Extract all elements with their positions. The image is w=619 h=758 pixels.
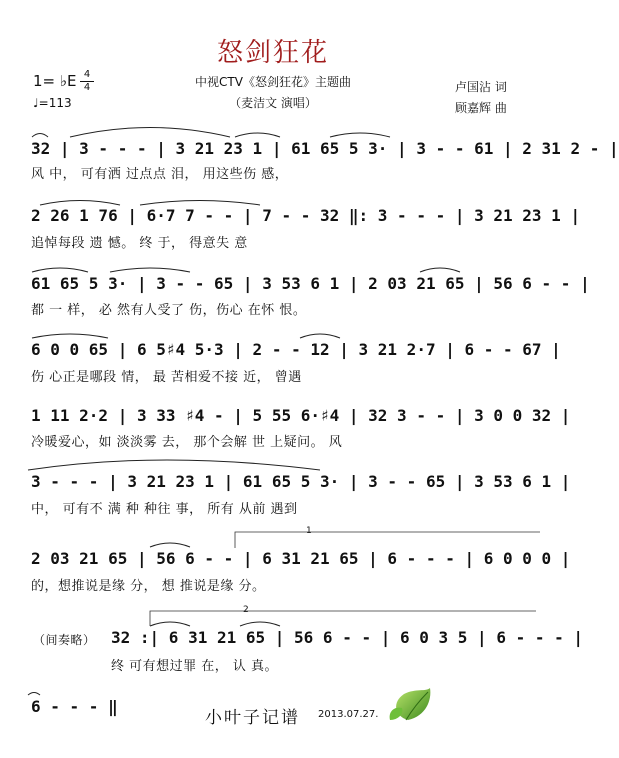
score-line-3-lyrics: 都 一 样， 必 然有人受了 伤，伤心 在怀 恨。	[31, 303, 307, 318]
key-signature: 1= ♭E	[33, 72, 77, 90]
signature-date: 2013.07.27.	[318, 709, 379, 720]
score-line-7-notes: 2 03 21 65 | 56 6 - - | 6 31 21 65 | 6 - - - | 6 0 0 0 |	[31, 549, 571, 568]
score-line-2-notes: 2 26 1 76 | 6·7 7 - - | 7 - - 32 ‖: 3 - - - | 3 21 23 1 |	[31, 206, 581, 225]
score-line-8-notes: 32 :| 6 31 21 65 | 56 6 - - | 6 0 3 5 | 6 - - - |	[111, 628, 584, 647]
score-line-3-notes: 61 65 5 3· | 3 - - 65 | 3 53 6 1 | 2 03 21 65 | 56 6 - - |	[31, 274, 590, 293]
score-line-5-lyrics: 冷暖爱心，如 淡淡雾 去， 那个会解 世 上疑问。 风	[31, 435, 343, 450]
leaf-icon	[386, 686, 436, 724]
composer: 顾嘉辉 曲	[455, 101, 507, 115]
score-line-4-lyrics: 伤 心正是哪段 情， 最 苦相爱不接 近， 曾遇	[31, 370, 302, 385]
score-line-8-lyrics: 终 可有想过罪 在， 认 真。	[111, 659, 279, 674]
tempo-marking: ♩=113	[33, 96, 72, 110]
page-title: 怒剑狂花	[216, 38, 329, 68]
time-signature-top: 4	[83, 69, 91, 80]
score-line-6-lyrics: 中， 可有不 满 种 种往 事， 所有 从前 遇到	[31, 502, 298, 517]
time-signature-bottom: 4	[83, 82, 91, 93]
lyricist: 卢国沾 词	[455, 80, 507, 94]
score-line-1-lyrics: 风 中， 可有洒 过点点 泪， 用这些伤 感，	[31, 167, 289, 182]
score-line-5-notes: 1 11 2·2 | 3 33 ♯4 - | 5 55 6·♯4 | 32 3 - - | 3 0 0 32 |	[31, 406, 571, 425]
source-line: 中视CTV《怒剑狂花》主题曲	[195, 75, 351, 89]
score-line-9-notes: 6 - - - ‖	[31, 697, 118, 716]
score-line-4-notes: 6 0 0 65 | 6 5♯4 5·3 | 2 - - 12 | 3 21 2·7 | 6 - - 67 |	[31, 340, 561, 359]
interlude-label: （间奏略）	[33, 633, 96, 647]
volta-2-number: 2	[243, 605, 249, 615]
singer-line: （麦洁文 演唱）	[229, 96, 317, 110]
signature: 小叶子记谱	[205, 708, 300, 728]
score-line-6-notes: 3 - - - | 3 21 23 1 | 61 65 5 3· | 3 - - 65 | 3 53 6 1 |	[31, 472, 571, 491]
volta-1-number: 1	[306, 526, 312, 536]
score-line-2-lyrics: 追悼每段 遗 憾。 终 于， 得意失 意	[31, 236, 248, 251]
score-line-7-lyrics: 的，想推说是缘 分， 想 推说是缘 分。	[31, 579, 266, 594]
score-line-1-notes: 32 | 3 - - - | 3 21 23 1 | 61 65 5 3· | 3 - - 61 | 2 31 2 - |	[31, 139, 619, 158]
